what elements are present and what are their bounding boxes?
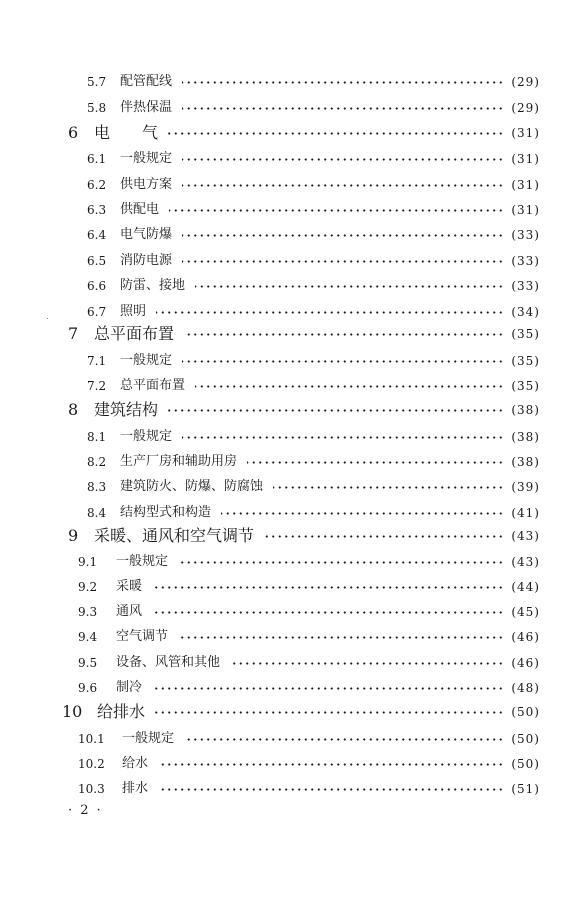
section-title: 配管配线 xyxy=(120,71,174,93)
page-ref: (45) xyxy=(511,605,540,619)
section-title: 排水 xyxy=(122,778,150,800)
chapter-number: 8 xyxy=(68,400,79,419)
section-number: 6.3 xyxy=(87,203,107,217)
leader-dots xyxy=(152,586,504,589)
page-number: · 2 · xyxy=(68,803,103,818)
leader-dots xyxy=(182,81,504,84)
section-title: 通风 xyxy=(116,601,144,623)
section-number: 9.6 xyxy=(78,681,98,695)
toc-entry xyxy=(0,301,588,323)
leader-dots xyxy=(184,333,504,336)
section-number: 8.3 xyxy=(87,480,107,494)
toc-entry xyxy=(0,451,588,473)
leader-dots xyxy=(152,611,504,614)
section-number: 9.4 xyxy=(78,630,98,644)
page-ref: (34) xyxy=(511,305,540,319)
toc-entry xyxy=(0,97,588,119)
toc-entry xyxy=(0,601,588,623)
page-ref: (48) xyxy=(511,681,540,695)
leader-dots xyxy=(168,409,504,412)
toc-entry xyxy=(0,502,588,524)
chapter-title: 给排水 xyxy=(97,702,146,721)
page-ref: (38) xyxy=(511,455,540,469)
page-ref: (38) xyxy=(511,430,540,444)
leader-dots xyxy=(156,311,504,314)
leader-dots xyxy=(221,512,504,515)
section-number: 7.1 xyxy=(87,354,107,368)
toc-entry xyxy=(0,551,588,573)
section-title: 伴热保温 xyxy=(120,97,174,119)
page-ref: (29) xyxy=(511,75,540,89)
section-title: 一般规定 xyxy=(122,728,176,750)
section-title: 防雷、接地 xyxy=(120,275,187,297)
page-ref: (39) xyxy=(511,480,540,494)
page-ref: (33) xyxy=(511,279,540,293)
section-number: 8.2 xyxy=(87,455,107,469)
page-ref: (31) xyxy=(511,152,540,166)
section-title: 供配电 xyxy=(120,199,161,221)
section-title: 一般规定 xyxy=(120,350,174,372)
leader-dots xyxy=(247,461,504,464)
page-ref: (31) xyxy=(511,126,540,140)
section-title: 制冷 xyxy=(116,677,144,699)
leader-dots xyxy=(178,636,504,639)
page-ref: (44) xyxy=(511,580,540,594)
toc-chapter-entry xyxy=(0,399,588,421)
page-ref: (29) xyxy=(511,101,540,115)
section-title: 生产厂房和辅助用房 xyxy=(120,451,239,473)
section-number: 10.1 xyxy=(78,732,105,746)
section-title: 采暖 xyxy=(116,576,144,598)
page-ref: (50) xyxy=(511,732,540,746)
leader-dots xyxy=(178,561,504,564)
chapter-title: 建筑结构 xyxy=(94,400,159,419)
section-title: 照明 xyxy=(120,301,148,323)
chapter-number: 7 xyxy=(68,324,79,343)
toc-entry xyxy=(0,250,588,272)
page-ref: (43) xyxy=(511,529,540,543)
chapter-title: 采暖、通风和空气调节 xyxy=(94,526,255,545)
toc-entry xyxy=(0,148,588,170)
leader-dots xyxy=(264,535,504,538)
toc-chapter-entry xyxy=(0,701,588,723)
section-title: 给水 xyxy=(122,753,150,775)
section-title: 结构型式和构造 xyxy=(120,502,213,524)
section-title: 一般规定 xyxy=(120,426,174,448)
section-title: 设备、风管和其他 xyxy=(116,652,222,674)
section-number: 7.2 xyxy=(87,379,107,393)
toc-entry xyxy=(0,728,588,750)
page-ref: (35) xyxy=(511,327,540,341)
section-title: 供电方案 xyxy=(120,174,174,196)
toc-entry xyxy=(0,626,588,648)
toc-entry xyxy=(0,753,588,775)
page-ref: (51) xyxy=(511,782,540,796)
leader-dots xyxy=(273,486,504,489)
page-ref: (35) xyxy=(511,379,540,393)
leader-dots xyxy=(155,711,504,714)
page-ref: (31) xyxy=(511,203,540,217)
section-number: 9.2 xyxy=(78,580,98,594)
page-ref: (41) xyxy=(511,506,540,520)
section-number: 6.7 xyxy=(87,305,107,319)
section-number: 8.1 xyxy=(87,430,107,444)
section-number: 9.1 xyxy=(78,555,98,569)
toc-entry xyxy=(0,652,588,674)
leader-dots xyxy=(182,234,504,237)
leader-dots xyxy=(158,788,504,791)
leader-dots xyxy=(184,738,504,741)
toc-entry xyxy=(0,199,588,221)
toc-entry xyxy=(0,476,588,498)
leader-dots xyxy=(230,662,504,665)
page-ref: (35) xyxy=(511,354,540,368)
toc-entry xyxy=(0,224,588,246)
leader-dots xyxy=(168,132,504,135)
section-number: 6.1 xyxy=(87,152,107,166)
section-number: 6.5 xyxy=(87,254,107,268)
section-title: 消防电源 xyxy=(120,250,174,272)
chapter-number: 9 xyxy=(68,526,79,545)
section-number: 6.4 xyxy=(87,228,107,242)
leader-dots xyxy=(169,209,504,212)
leader-dots xyxy=(182,260,504,263)
section-number: 10.3 xyxy=(78,782,105,796)
section-number: 5.7 xyxy=(87,75,107,89)
page-ref: (31) xyxy=(511,178,540,192)
chapter-title: 电 气 xyxy=(94,123,159,142)
page-ref: (50) xyxy=(511,757,540,771)
leader-dots xyxy=(182,107,504,110)
toc-entry xyxy=(0,677,588,699)
toc-entry xyxy=(0,350,588,372)
toc-chapter-entry xyxy=(0,122,588,144)
scan-speck xyxy=(47,318,48,319)
leader-dots xyxy=(182,158,504,161)
toc-entry xyxy=(0,71,588,93)
chapter-number: 10 xyxy=(62,702,83,721)
page-ref: (33) xyxy=(511,228,540,242)
section-number: 5.8 xyxy=(87,101,107,115)
leader-dots xyxy=(182,360,504,363)
toc-entry xyxy=(0,174,588,196)
section-title: 总平面布置 xyxy=(120,375,187,397)
page-ref: (38) xyxy=(511,403,540,417)
section-number: 8.4 xyxy=(87,506,107,520)
leader-dots xyxy=(182,436,504,439)
toc-chapter-entry xyxy=(0,525,588,547)
page-ref: (43) xyxy=(511,555,540,569)
page-ref: (46) xyxy=(511,630,540,644)
leader-dots xyxy=(182,184,504,187)
leader-dots xyxy=(152,687,504,690)
toc-entry xyxy=(0,426,588,448)
section-number: 6.2 xyxy=(87,178,107,192)
leader-dots xyxy=(158,763,504,766)
section-title: 电气防爆 xyxy=(120,224,174,246)
section-title: 一般规定 xyxy=(120,148,174,170)
toc-entry xyxy=(0,778,588,800)
section-number: 6.6 xyxy=(87,279,107,293)
toc-entry xyxy=(0,576,588,598)
section-number: 9.3 xyxy=(78,605,98,619)
page-ref: (50) xyxy=(511,705,540,719)
section-number: 9.5 xyxy=(78,656,98,670)
section-number: 10.2 xyxy=(78,757,105,771)
leader-dots xyxy=(195,285,504,288)
chapter-title: 总平面布置 xyxy=(94,324,175,343)
section-title: 空气调节 xyxy=(116,626,170,648)
toc-entry xyxy=(0,275,588,297)
leader-dots xyxy=(195,385,504,388)
toc-chapter-entry xyxy=(0,323,588,345)
toc-entry xyxy=(0,375,588,397)
page-ref: (46) xyxy=(511,656,540,670)
chapter-number: 6 xyxy=(68,123,79,142)
page-ref: (33) xyxy=(511,254,540,268)
section-title: 建筑防火、防爆、防腐蚀 xyxy=(120,476,265,498)
section-title: 一般规定 xyxy=(116,551,170,573)
